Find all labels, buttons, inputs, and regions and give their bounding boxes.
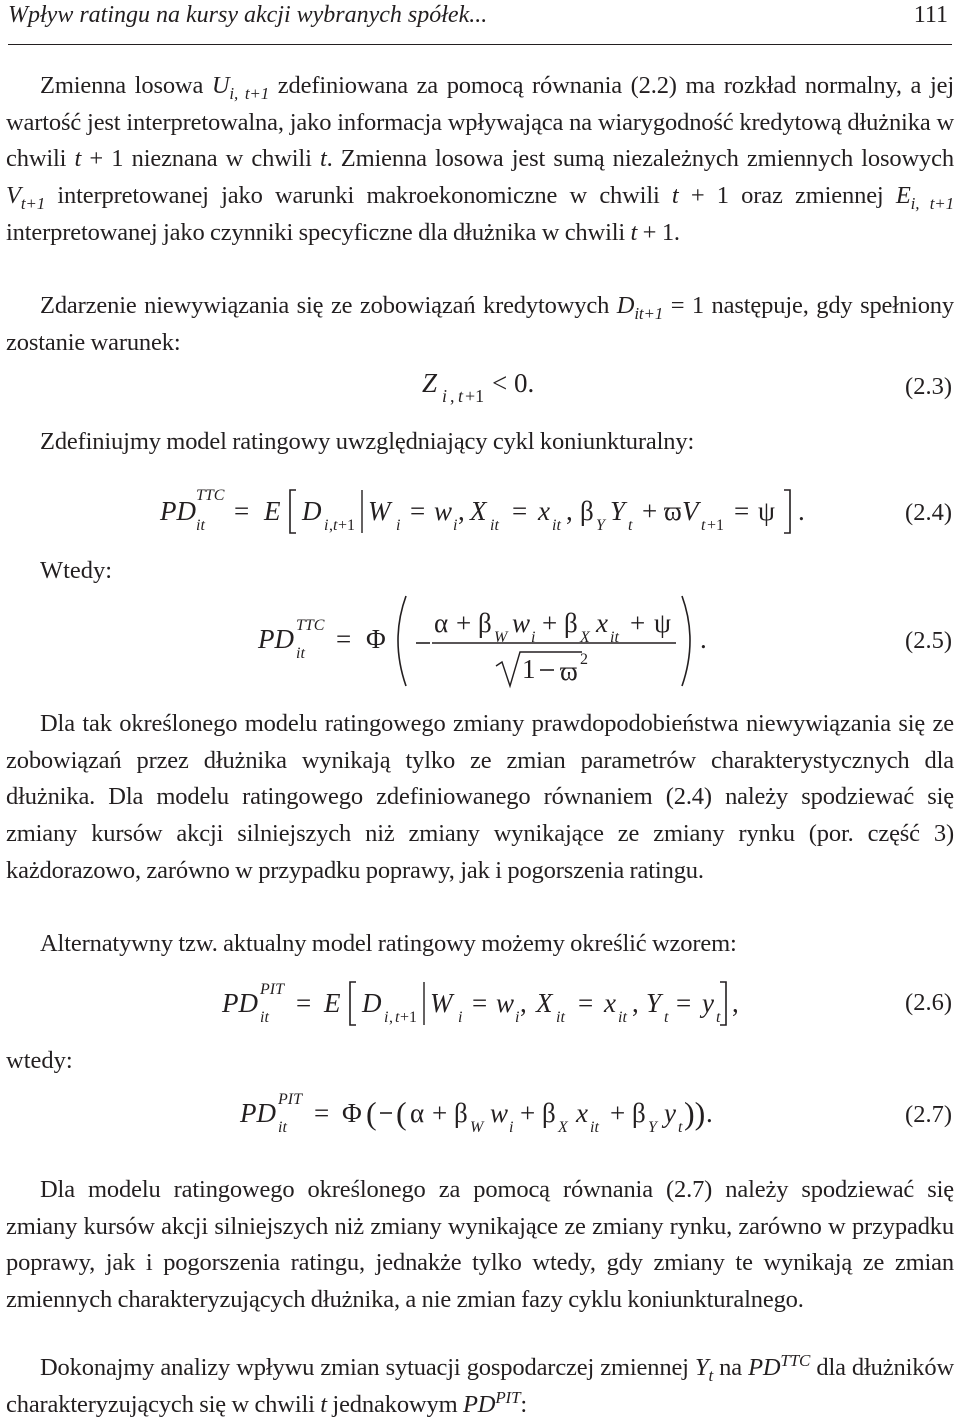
svg-text:it: it bbox=[260, 1009, 269, 1026]
svg-text:y: y bbox=[664, 1098, 676, 1128]
svg-text:it: it bbox=[296, 645, 305, 662]
svg-text:1: 1 bbox=[522, 654, 536, 684]
svg-text:t: t bbox=[628, 517, 633, 534]
equation-2-6 bbox=[221, 981, 739, 1026]
svg-text:i: i bbox=[396, 517, 401, 534]
svg-text:ϖ: ϖ bbox=[664, 496, 682, 526]
svg-text:PIT: PIT bbox=[278, 1091, 302, 1108]
svg-text:D: D bbox=[362, 988, 382, 1018]
svg-text:i: i bbox=[509, 1119, 514, 1136]
svg-text:)): )) bbox=[684, 1095, 706, 1131]
svg-text:it: it bbox=[278, 1119, 287, 1136]
svg-text:x: x bbox=[604, 988, 616, 1018]
svg-text:X: X bbox=[470, 496, 487, 526]
svg-text:+: + bbox=[520, 1098, 536, 1128]
svg-text:.: . bbox=[798, 496, 805, 526]
svg-text:w: w bbox=[512, 608, 531, 638]
equation-2-3 bbox=[422, 368, 534, 406]
svg-text:i: i bbox=[453, 517, 458, 534]
running-title: Wpływ ratingu na kursy akcji wybranych spółek... bbox=[8, 2, 488, 28]
svg-text:it: it bbox=[590, 1119, 599, 1136]
svg-text:Y: Y bbox=[596, 517, 605, 534]
paragraph-6: Dla modelu ratingowego określonego za pomocą równania (2.7) należy spodziewać się zmiany kursów akcji silniejszych niż zmiany wynikające ze zmiany rynku, zarówno w przypadku poprawy, jak i pogorszenia ratingu, jednakże tylko wtedy, gdy zmiany te wynikają ze zmian zmiennych charakteryzujących dłużnika, a nie zmian fazy cyklu koniunkturalnego. bbox=[6, 1176, 954, 1314]
svg-text:t: t bbox=[678, 1119, 683, 1136]
svg-text:w: w bbox=[490, 1098, 509, 1128]
svg-text:PIT: PIT bbox=[260, 981, 284, 998]
svg-text:TTC: TTC bbox=[296, 617, 325, 634]
paragraph-2: Zdarzenie niewywiązania się ze zobowiązań kredytowych $D_{it+1} = 1$ następuje, gdy spełniony zostanie warunek: bbox=[6, 292, 954, 356]
svg-text:Φ: Φ bbox=[342, 1098, 362, 1128]
svg-text:β: β bbox=[564, 608, 578, 638]
svg-text:α: α bbox=[410, 1098, 425, 1128]
equation-number-2-4: (2.4) bbox=[905, 499, 952, 526]
equation-number-2-5: (2.5) bbox=[905, 627, 952, 654]
svg-text:V: V bbox=[682, 496, 699, 526]
var-y: Y bbox=[694, 1354, 709, 1381]
svg-text:+1: +1 bbox=[707, 517, 725, 534]
svg-text:W: W bbox=[494, 629, 508, 646]
var-d: D bbox=[616, 292, 635, 319]
paragraph-1: Zmienna losowa $U_{i, t+1}$ zdefiniowana za pomocą równania (2.2) ma rozkład normalny, a jej wartość jest interpretowalna, jako informacja wpływająca na wiarygodność kredytową dłużnika w chwili t + 1 nieznana w chwili t. Zmienna losowa jest sumą niezależnych zmiennych losowych $V_{t+1}$ interpretowanej jako warunki makroekonomiczne w chwili t + 1 oraz zmiennej $E_{i, t+1}$ interpretowanej jako czynniki specyficzne dla dłużnika w chwili t + 1. bbox=[6, 72, 954, 246]
svg-text:t: t bbox=[333, 517, 338, 534]
equation-number-2-3: (2.3) bbox=[905, 373, 952, 400]
svg-text:PD: PD bbox=[222, 988, 258, 1018]
paragraph-3: Zdefiniujmy model ratingowy uwzględniający cykl koniunkturalny: bbox=[40, 428, 695, 455]
svg-text:it: it bbox=[618, 1009, 627, 1026]
var-pd-pit: PD bbox=[462, 1390, 496, 1418]
svg-text:it: it bbox=[490, 517, 499, 534]
svg-text:i: i bbox=[442, 386, 448, 406]
svg-text:x: x bbox=[576, 1098, 588, 1128]
svg-text:,: , bbox=[732, 988, 739, 1018]
svg-text:w: w bbox=[434, 496, 453, 526]
svg-text:=: = bbox=[472, 988, 488, 1018]
svg-text:,: , bbox=[329, 517, 333, 534]
svg-text:+: + bbox=[542, 608, 558, 638]
svg-text:β: β bbox=[632, 1098, 646, 1128]
svg-text:it: it bbox=[552, 517, 561, 534]
svg-text:x: x bbox=[538, 496, 550, 526]
svg-text:(: ( bbox=[366, 1095, 377, 1131]
svg-text:t: t bbox=[458, 386, 464, 406]
svg-text:.: . bbox=[706, 1098, 713, 1128]
svg-text:W: W bbox=[430, 988, 453, 1018]
svg-text:x: x bbox=[596, 608, 608, 638]
svg-text:α: α bbox=[434, 608, 449, 638]
svg-text:β: β bbox=[580, 496, 594, 526]
svg-text:W: W bbox=[368, 496, 391, 526]
svg-text:β: β bbox=[454, 1098, 468, 1128]
svg-text:X: X bbox=[580, 629, 590, 646]
svg-text:=: = bbox=[336, 624, 352, 654]
svg-text:PD: PD bbox=[240, 1098, 276, 1128]
var-pd-ttc: PD bbox=[748, 1354, 781, 1381]
svg-text:β: β bbox=[542, 1098, 556, 1128]
svg-text:+1: +1 bbox=[400, 1009, 418, 1026]
svg-text:Y: Y bbox=[648, 1119, 657, 1136]
svg-text:=: = bbox=[734, 496, 750, 526]
var-u: U bbox=[211, 72, 230, 99]
svg-text:ψ: ψ bbox=[654, 608, 671, 638]
svg-text:Z: Z bbox=[422, 368, 438, 398]
svg-text:=: = bbox=[578, 988, 594, 1018]
svg-text:+: + bbox=[642, 496, 658, 526]
svg-text:it: it bbox=[196, 517, 205, 534]
equation-number-2-7: (2.7) bbox=[905, 1101, 952, 1128]
svg-text:Y: Y bbox=[646, 988, 662, 1018]
svg-text:ϖ: ϖ bbox=[560, 656, 578, 686]
svg-text:+: + bbox=[456, 608, 472, 638]
svg-text:i: i bbox=[384, 1009, 389, 1026]
svg-text:=: = bbox=[296, 988, 312, 1018]
svg-text:β: β bbox=[478, 608, 492, 638]
paragraph-4: Dla tak określonego modelu ratingowego zmiany prawdopodobieństwa niewywiązania się ze zobowiązań przez dłużnika wynikają tylko ze zmian parametrów charakterystycznych dla dłużnika. Dla modelu ratingowego zdefiniowanego równaniem (2.4) należy spodziewać się zmiany kursów akcji silniejszych niż zmiany wynikające ze zmiany rynku (por. część 3) każdorazowo, zarówno w przypadku poprawy, jak i pogorszenia ratingu. bbox=[6, 710, 954, 884]
svg-text:2: 2 bbox=[580, 651, 588, 668]
svg-text:it: it bbox=[610, 629, 619, 646]
equation-2-4 bbox=[159, 487, 805, 534]
svg-text:TTC: TTC bbox=[196, 487, 225, 504]
svg-text:,: , bbox=[389, 1009, 393, 1026]
svg-text:E: E bbox=[324, 988, 341, 1018]
svg-text:t: t bbox=[716, 1009, 721, 1026]
equation-number-2-6: (2.6) bbox=[905, 989, 952, 1016]
svg-text:=: = bbox=[314, 1098, 330, 1128]
equation-2-7 bbox=[239, 1091, 713, 1136]
svg-text:+1: +1 bbox=[338, 517, 356, 534]
svg-text:w: w bbox=[496, 988, 515, 1018]
svg-text:i: i bbox=[531, 629, 536, 646]
svg-text:E: E bbox=[264, 496, 281, 526]
svg-text:i: i bbox=[324, 517, 329, 534]
paragraph-5: Alternatywny tzw. aktualny model ratingowy możemy określić wzorem: bbox=[40, 930, 737, 957]
svg-text:X: X bbox=[558, 1119, 568, 1136]
svg-text:=: = bbox=[234, 496, 250, 526]
svg-text:t: t bbox=[701, 517, 706, 534]
svg-text:,: , bbox=[632, 988, 639, 1018]
svg-text:=: = bbox=[410, 496, 426, 526]
svg-text:X: X bbox=[536, 988, 553, 1018]
svg-text:i: i bbox=[458, 1009, 463, 1026]
svg-text:,: , bbox=[458, 496, 465, 526]
var-v: V bbox=[6, 182, 21, 210]
svg-text:=: = bbox=[676, 988, 692, 1018]
svg-text:=: = bbox=[512, 496, 528, 526]
svg-text:t: t bbox=[664, 1009, 669, 1026]
svg-text:Y: Y bbox=[610, 496, 626, 526]
svg-text:i: i bbox=[515, 1009, 520, 1026]
svg-text:Φ: Φ bbox=[366, 624, 386, 654]
svg-text:+: + bbox=[432, 1098, 448, 1128]
label-wtedy: Wtedy: bbox=[40, 557, 113, 584]
svg-text:,: , bbox=[566, 496, 573, 526]
svg-text:PD: PD bbox=[258, 624, 294, 654]
svg-text:ψ: ψ bbox=[758, 496, 775, 526]
var-e: E bbox=[895, 182, 911, 210]
label-wtedy-lower: wtedy: bbox=[6, 1047, 73, 1074]
svg-text:y: y bbox=[702, 988, 714, 1018]
svg-text:+: + bbox=[630, 608, 646, 638]
svg-text:+1: +1 bbox=[465, 386, 485, 406]
paragraph-7: Dokonajmy analizy wpływu zmian sytuacji gospodarczej zmiennej $Y_t$ na $PD^{TTC}$ dla dłużników charakteryzujących się w chwili t jednakowym $PD^{PIT}$: bbox=[6, 1351, 955, 1418]
svg-text:(: ( bbox=[396, 1095, 407, 1131]
svg-text:+: + bbox=[610, 1098, 626, 1128]
svg-text:,: , bbox=[520, 988, 527, 1018]
svg-text:PD: PD bbox=[160, 496, 196, 526]
svg-text:W: W bbox=[470, 1119, 484, 1136]
svg-text:,: , bbox=[450, 386, 455, 406]
svg-text:< 0.: < 0. bbox=[492, 368, 535, 398]
svg-text:D: D bbox=[302, 496, 322, 526]
svg-text:t: t bbox=[395, 1009, 400, 1026]
svg-text:.: . bbox=[700, 624, 707, 654]
page-number: 111 bbox=[913, 2, 948, 28]
equation-2-5 bbox=[257, 596, 707, 686]
svg-text:it: it bbox=[556, 1009, 565, 1026]
